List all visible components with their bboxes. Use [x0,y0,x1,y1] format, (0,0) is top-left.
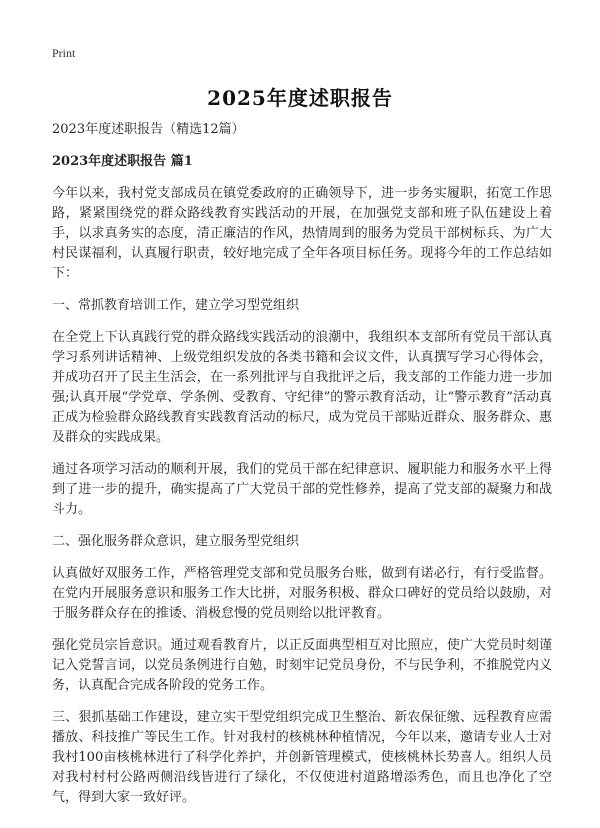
paragraph-service: 认真做好双服务工作，严格管理党支部和党员服务台账，做到有诺必行，有行受监督。在党内开展服务意识和服务工作大比拼，对服务积极、群众口碑好的党员给以鼓励，对于服务群众存在的推诿、消极怠慢的党员则给以批评教育。 [52,566,552,621]
paragraph-purpose: 强化党员宗旨意识。通过观看教育片，以正反面典型相互对比照应，使广大党员时刻谨记入党誓言词，以党员条例进行自勉，时刻牢记党员身份，不与民争利，不推脱党内义务，认真配合完成各阶段的党务工作。 [52,638,552,693]
paragraph-study-result: 通过各项学习活动的顺利开展，我们的党员干部在纪律意识、履职能力和服务水平上得到了进一步的提升，确实提高了广大党员干部的党性修养，提高了党支部的凝聚力和战斗力。 [52,462,552,517]
print-link[interactable]: Print [52,46,76,60]
heading-section-1: 一、常抓教育培训工作，建立学习型党组织 [52,298,300,313]
paragraph-foundation: 三、狠抓基础工作建设，建立实干型党组织完成卫生整治、新农保征缴、远程教育应需播放、科技推广等民生工作。针对我村的核桃林种植情况，今年以来，邀请专业人士对我村100亩核桃林进行了科学化养护，并创新管理模式，使核桃林长势喜人。组织人员对我村村村公路两侧沿线皆进行了绿化，不仅使进村道路增添秀色，而且也净化了空气，得到大家一致好评。 [52,710,552,805]
section-heading: 2023年度述职报告 篇1 [52,154,193,169]
heading-section-2: 二、强化服务群众意识，建立服务型党组织 [52,534,300,549]
document-subtitle: 2023年度述职报告（精选12篇） [52,122,245,137]
paragraph-intro: 今年以来，我村党支部成员在镇党委政府的正确领导下，进一步务实履职，拓宽工作思路，紧紧围绕党的群众路线教育实践活动的开展，在加强党支部和班子队伍建设上着手，以求真务实的态度，清正廉洁的作风，热情周到的服务为党员干部树标兵、为广大村民谋福利，认真履行职责，较好地完成了全年各项目标任务。现将今年的工作总结如下： [52,186,552,281]
document-body [52,120,552,820]
page-title: 2025年度述职报告 [207,86,393,110]
paragraph-study: 在全党上下认真践行党的群众路线实践活动的浪潮中，我组织本支部所有党员干部认真学习系列讲话精神、上级党组织发放的各类书籍和会议文件，认真撰写学习心得体会，并成功召开了民主生活会，在一系列批评与自我批评之后，我支部的工作能力进一步加强;认真开展“学党章、学条例、受教育、守纪律”的警示教育活动，让“警示教育”活动真正成为检验群众路线教育实践教育活动的标尺，成为党员干部贴近群众、服务群众、惠及群众的实践成果。 [52,330,552,445]
